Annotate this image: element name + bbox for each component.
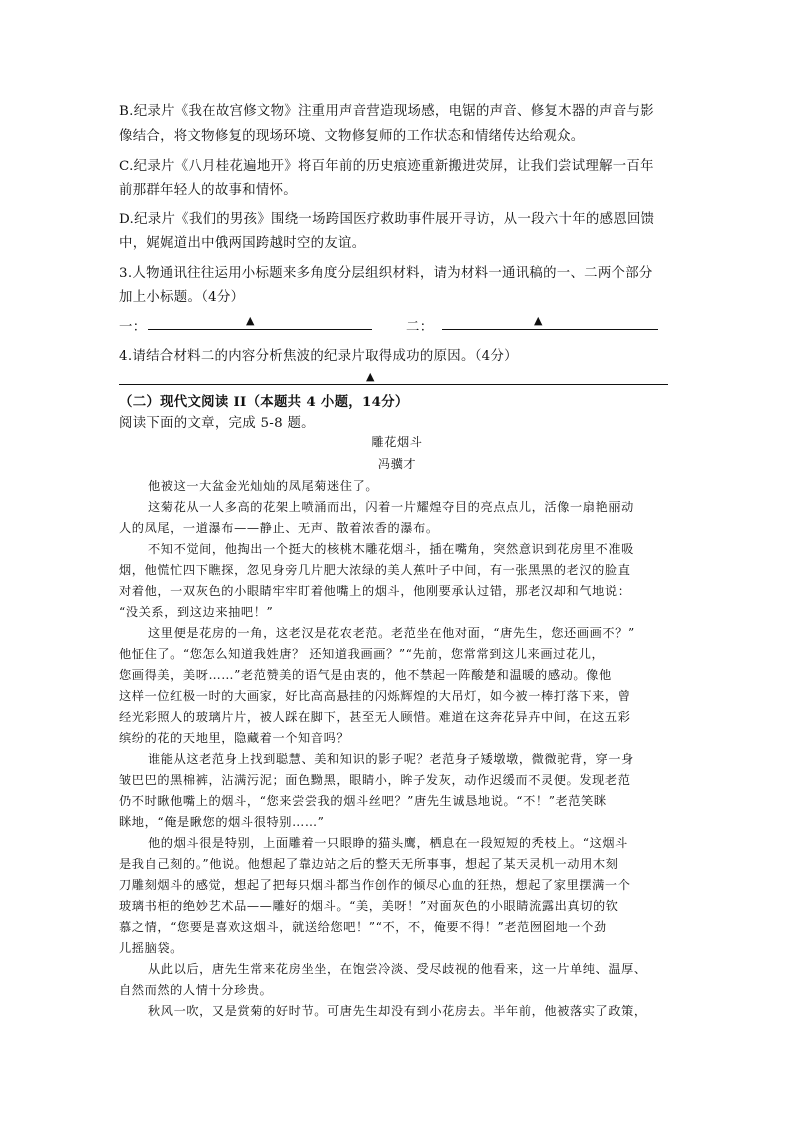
answer-4-marker: ▲ (366, 370, 375, 383)
answer-1-blank[interactable] (148, 315, 372, 330)
answer-4-blank[interactable] (119, 370, 668, 385)
article-line: 这里便是花房的一角，这老汉是花农老范。老范坐在他对面，“唐先生，您还画画不？” (148, 626, 635, 640)
question-4: 4.请结合材料二的内容分析焦波的纪录片取得成功的原因。（4分） (119, 349, 518, 364)
article-line: 这菊花从一人多高的花架上喷涌而出，闪着一片耀煌夺目的亮点点儿，活像一扇艳丽动 (148, 500, 634, 514)
section-heading: （二）现代文阅读 II（本题共 4 小题，14分） (119, 394, 409, 410)
article-line: 您画得美，美呀……”老范赞美的语气是由衷的，他不禁起一阵酸楚和温暖的感动。像他 (119, 668, 612, 682)
article-line: 是我自己刻的。”他说。他想起了靠边站之后的整天无所事事，想起了某天灵机一动用木刻 (119, 857, 619, 871)
question-3-line-2: 加上小标题。（4分） (119, 290, 245, 305)
answer-1-marker: ▲ (246, 314, 255, 327)
article-line: 玻璃书柜的绝妙艺术品——雕好的烟斗。“美，美呀！”对面灰色的小眼睛流露出真切的钦 (119, 899, 619, 913)
question-3-line-1: 3.人物通讯往往运用小标题来多角度分层组织材料，请为材料一通讯稿的一、二两个部分 (119, 266, 653, 281)
answer-2-marker: ▲ (534, 314, 543, 327)
option-d-line-1: D.纪录片《我们的男孩》围绕一场跨国医疗救助事件展开寻访，从一段六十年的感恩回馈 (119, 212, 655, 227)
article-line: 他的烟斗很是特别，上面雕着一只眼睁的猫头鹰，栖息在一段短短的秃枝上。“这烟斗 (148, 836, 628, 850)
article-line: 从此以后，唐先生常来花房坐坐，在饱尝冷淡、受尽歧视的他看来，这一片单纯、温厚、 (148, 962, 647, 976)
article-line: 刀雕刻烟斗的感觉，想起了把每只烟斗都当作创作的倾尽心血的狂热，想起了家里摆满一个 (119, 878, 631, 892)
article-author: 冯骥才 (377, 457, 417, 471)
article-line: 仍不时瞅他嘴上的烟斗，“您来尝尝我的烟斗丝吧？”唐先生诚恳地说。“不！”老范笑眯 (119, 794, 607, 808)
answer-2-blank[interactable] (442, 315, 658, 330)
article-line: 这样一位红极一时的大画家，好比高高悬挂的闪烁辉煌的大吊灯，如今被一棒打落下来，曾 (119, 689, 631, 703)
article-line: 眯地，“俺是瞅您的烟斗很特别……” (119, 815, 325, 829)
article-line: 儿摇脑袋。 (119, 941, 183, 955)
article-line: “没关系，到这边来抽吧！” (119, 605, 274, 619)
option-b-line-2: 像结合，将文物修复的现场环境、文物修复师的工作状态和情绪传达给观众。 (119, 129, 585, 144)
article-line: 缤纷的花的天地里，隐藏着一个知音吗？ (119, 731, 350, 745)
article-line: 秋风一吹，又是赏菊的好时节。可唐先生却没有到小花房去。半年前，他被落实了政策， (148, 1004, 647, 1018)
option-c-line-2: 前那群年轻人的故事和情怀。 (119, 183, 297, 198)
article-line: 人的凤尾，一道瀑布——静止、无声、散着浓香的瀑布。 (119, 521, 439, 535)
article-line: 他怔住了。“您怎么知道我姓唐？ 还知道我画画？”“先前，您常常到这儿来画过花儿， (119, 647, 605, 661)
article-line: 对着他，一双灰色的小眼睛牢牢盯着他嘴上的烟斗，他刚要承认过错，那老汉却和气地说： (119, 584, 631, 598)
answer-2-label: 二： (406, 320, 434, 335)
article-line: 他被这一大盆金光灿灿的凤尾菊迷住了。 (148, 479, 379, 493)
article-line: 慕之情，“您要是喜欢这烟斗，就送给您吧！”“不，不，俺要不得！”老范囫囵地一个劲 (119, 920, 607, 934)
answer-1-label: 一： (119, 320, 147, 335)
article-line: 自然而然的人情十分珍贵。 (119, 983, 273, 997)
article-line: 经光彩照人的玻璃片片，被人踩在脚下，甚至无人顾惜。难道在这奔花异卉中间，在这五彩 (119, 710, 631, 724)
option-c-line-1: C.纪录片《八月桂花遍地开》将百年前的历史痕迹重新搬进荧屏，让我们尝试理解一百年 (119, 159, 654, 174)
article-line: 烟，他慌忙四下瞧探，忽见身旁几片肥大浓绿的美人蕉叶子中间，有一张黑黑的老汉的脸直 (119, 563, 631, 577)
article-line: 皱巴巴的黑棉裤，沾满污泥；面色黝黑，眼睛小，眸子发灰，动作迟缓而不灵便。发现老范 (119, 773, 631, 787)
article-line: 不知不觉间，他掏出一个挺大的核桃木雕花烟斗，插在嘴角，突然意识到花房里不准吸 (148, 542, 634, 556)
option-d-line-2: 中，娓娓道出中俄两国跨越时空的友谊。 (119, 236, 366, 251)
article-title: 雕花烟斗 (371, 435, 423, 449)
section-instruction: 阅读下面的文章，完成 5-8 题。 (119, 416, 315, 431)
article-line: 谁能从这老范身上找到聪慧、美和知识的影子呢？老范身子矮墩墩，微微驼背，穿一身 (148, 752, 634, 766)
option-b-line-1: B.纪录片《我在故宫修文物》注重用声音营造现场感，电锯的声音、修复木器的声音与影 (119, 104, 654, 119)
